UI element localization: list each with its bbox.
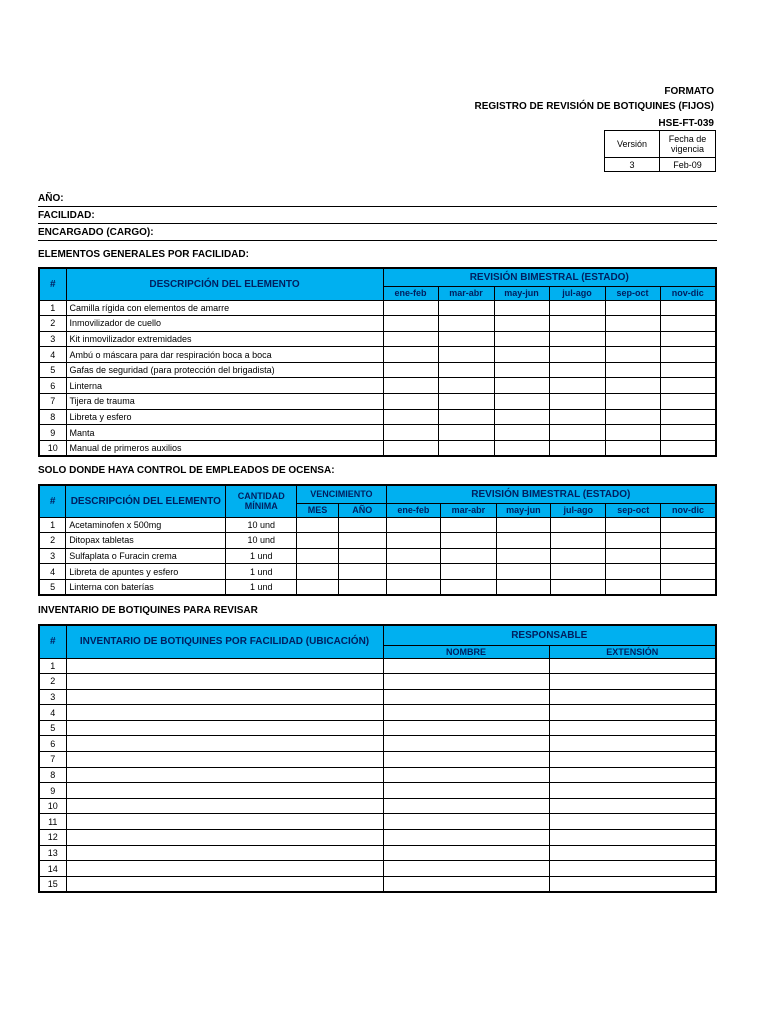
responsible-name-cell[interactable]	[383, 689, 549, 705]
col-revision-header: REVISIÓN BIMESTRAL (ESTADO)	[386, 485, 716, 503]
responsible-extension-cell[interactable]	[549, 861, 716, 877]
status-cell[interactable]	[386, 533, 440, 549]
col-extension-header: EXTENSIÓN	[549, 645, 716, 658]
row-number: 9	[39, 783, 66, 799]
document-title: REGISTRO DE REVISIÓN DE BOTIQUINES (FIJOS)	[474, 101, 714, 112]
row-number: 7	[39, 394, 66, 410]
col-number-header: #	[39, 268, 66, 300]
status-cell[interactable]	[441, 579, 496, 595]
status-cell[interactable]	[660, 362, 716, 378]
row-description: Sulfaplata o Furacin crema	[66, 548, 226, 564]
general-elements-table	[38, 267, 717, 457]
status-cell[interactable]	[549, 409, 605, 425]
period-header: may-jun	[494, 286, 549, 300]
period-header: sep-oct	[606, 503, 660, 517]
table-row	[39, 814, 716, 830]
expiry-month-cell[interactable]	[297, 548, 339, 564]
expiry-month-cell[interactable]	[297, 517, 339, 533]
status-cell[interactable]	[383, 347, 438, 363]
status-cell[interactable]	[494, 300, 549, 316]
table-row	[39, 876, 716, 892]
row-description: Gafas de seguridad (para protección del brigadista)	[66, 362, 383, 378]
anio-field[interactable]: AÑO:	[38, 191, 717, 207]
status-cell[interactable]	[383, 425, 438, 441]
row-description: Acetaminofen x 500mg	[66, 517, 226, 533]
version-table	[604, 130, 716, 172]
table-row	[39, 394, 716, 410]
responsible-extension-cell[interactable]	[549, 658, 716, 674]
period-header: ene-feb	[383, 286, 438, 300]
section3-title: INVENTARIO DE BOTIQUINES PARA REVISAR	[38, 605, 258, 616]
row-number: 2	[39, 533, 66, 549]
responsible-name-cell[interactable]	[383, 783, 549, 799]
status-cell[interactable]	[605, 425, 660, 441]
row-number: 9	[39, 425, 66, 441]
status-cell[interactable]	[438, 300, 494, 316]
responsible-extension-cell[interactable]	[549, 720, 716, 736]
table-row	[39, 378, 716, 394]
status-cell[interactable]	[605, 316, 660, 332]
status-cell[interactable]	[494, 440, 549, 456]
status-cell[interactable]	[606, 564, 660, 580]
row-number: 5	[39, 720, 66, 736]
col-year-header: AÑO	[338, 503, 386, 517]
row-description: Ambú o máscara para dar respiración boca a boca	[66, 347, 383, 363]
status-cell[interactable]	[605, 331, 660, 347]
responsible-extension-cell[interactable]	[549, 752, 716, 768]
status-cell[interactable]	[660, 533, 716, 549]
location-cell[interactable]	[66, 814, 383, 830]
row-quantity: 10 und	[226, 533, 297, 549]
location-cell[interactable]	[66, 674, 383, 690]
row-number: 4	[39, 564, 66, 580]
table-row	[39, 845, 716, 861]
responsible-extension-cell[interactable]	[549, 689, 716, 705]
responsible-extension-cell[interactable]	[549, 783, 716, 799]
facilidad-field[interactable]: FACILIDAD:	[38, 208, 717, 224]
row-description: Kit inmovilizador extremidades	[66, 331, 383, 347]
period-header: nov-dic	[660, 286, 716, 300]
status-cell[interactable]	[383, 331, 438, 347]
responsible-extension-cell[interactable]	[549, 767, 716, 783]
status-cell[interactable]	[494, 362, 549, 378]
row-number: 6	[39, 378, 66, 394]
encargado-field[interactable]: ENCARGADO (CARGO):	[38, 225, 717, 241]
status-cell[interactable]	[549, 394, 605, 410]
status-cell[interactable]	[549, 425, 605, 441]
format-label: FORMATO	[664, 86, 714, 97]
col-month-header: MES	[297, 503, 339, 517]
status-cell[interactable]	[386, 579, 440, 595]
responsible-extension-cell[interactable]	[549, 798, 716, 814]
responsible-name-cell[interactable]	[383, 876, 549, 892]
row-number: 1	[39, 658, 66, 674]
status-cell[interactable]	[605, 409, 660, 425]
status-cell[interactable]	[605, 347, 660, 363]
table-row	[39, 736, 716, 752]
status-cell[interactable]	[660, 347, 716, 363]
col-number-header: #	[39, 485, 66, 517]
status-cell[interactable]	[605, 378, 660, 394]
status-cell[interactable]	[383, 394, 438, 410]
period-header: nov-dic	[660, 503, 716, 517]
row-number: 6	[39, 736, 66, 752]
col-description-header: DESCRIPCIÓN DEL ELEMENTO	[66, 485, 226, 517]
table-row	[39, 689, 716, 705]
row-description: Manual de primeros auxilios	[66, 440, 383, 456]
status-cell[interactable]	[660, 316, 716, 332]
location-cell[interactable]	[66, 720, 383, 736]
col-name-header: NOMBRE	[383, 645, 549, 658]
table-row	[39, 316, 716, 332]
row-number: 10	[39, 440, 66, 456]
table-row	[39, 798, 716, 814]
status-cell[interactable]	[551, 564, 606, 580]
location-cell[interactable]	[66, 705, 383, 721]
period-header: ene-feb	[386, 503, 440, 517]
expiry-year-cell[interactable]	[338, 533, 386, 549]
table-row	[39, 783, 716, 799]
period-header: jul-ago	[551, 503, 606, 517]
status-cell[interactable]	[660, 425, 716, 441]
responsible-extension-cell[interactable]	[549, 705, 716, 721]
status-cell[interactable]	[496, 564, 551, 580]
status-cell[interactable]	[438, 362, 494, 378]
row-number: 1	[39, 300, 66, 316]
status-cell[interactable]	[494, 347, 549, 363]
responsible-name-cell[interactable]	[383, 720, 549, 736]
location-cell[interactable]	[66, 861, 383, 877]
col-quantity-header: CANTIDAD MÍNIMA	[226, 485, 297, 517]
status-cell[interactable]	[605, 300, 660, 316]
row-number: 3	[39, 548, 66, 564]
status-cell[interactable]	[606, 548, 660, 564]
status-cell[interactable]	[386, 517, 440, 533]
status-cell[interactable]	[549, 316, 605, 332]
status-cell[interactable]	[386, 548, 440, 564]
responsible-extension-cell[interactable]	[549, 845, 716, 861]
table-row	[39, 347, 716, 363]
row-description: Tijera de trauma	[66, 394, 383, 410]
row-description: Camilla rígida con elementos de amarre	[66, 300, 383, 316]
inventory-table	[38, 624, 717, 893]
fecha-label: Fecha de vigencia	[660, 131, 716, 158]
status-cell[interactable]	[660, 548, 716, 564]
table-row	[39, 409, 716, 425]
status-cell[interactable]	[660, 579, 716, 595]
status-cell[interactable]	[438, 347, 494, 363]
expiry-year-cell[interactable]	[338, 517, 386, 533]
location-cell[interactable]	[66, 736, 383, 752]
status-cell[interactable]	[383, 362, 438, 378]
table-row	[39, 517, 716, 533]
table-row	[39, 440, 716, 456]
table-row	[39, 720, 716, 736]
expiry-year-cell[interactable]	[338, 579, 386, 595]
status-cell[interactable]	[496, 533, 551, 549]
status-cell[interactable]	[494, 394, 549, 410]
status-cell[interactable]	[383, 440, 438, 456]
expiry-month-cell[interactable]	[297, 579, 339, 595]
responsible-extension-cell[interactable]	[549, 814, 716, 830]
period-header: mar-abr	[441, 503, 496, 517]
row-number: 2	[39, 316, 66, 332]
status-cell[interactable]	[438, 316, 494, 332]
row-description: Libreta y esfero	[66, 409, 383, 425]
table-row	[39, 674, 716, 690]
status-cell[interactable]	[494, 378, 549, 394]
row-number: 1	[39, 517, 66, 533]
location-cell[interactable]	[66, 845, 383, 861]
row-number: 4	[39, 347, 66, 363]
table-row	[39, 658, 716, 674]
row-number: 10	[39, 798, 66, 814]
row-number: 2	[39, 674, 66, 690]
location-cell[interactable]	[66, 798, 383, 814]
status-cell[interactable]	[438, 378, 494, 394]
status-cell[interactable]	[605, 440, 660, 456]
status-cell[interactable]	[551, 579, 606, 595]
row-number: 14	[39, 861, 66, 877]
col-responsible-header: RESPONSABLE	[383, 625, 716, 645]
table-row	[39, 425, 716, 441]
status-cell[interactable]	[551, 548, 606, 564]
row-description: Linterna	[66, 378, 383, 394]
status-cell[interactable]	[383, 409, 438, 425]
status-cell[interactable]	[383, 378, 438, 394]
status-cell[interactable]	[660, 300, 716, 316]
status-cell[interactable]	[605, 394, 660, 410]
status-cell[interactable]	[660, 394, 716, 410]
table-row	[39, 362, 716, 378]
row-description: Manta	[66, 425, 383, 441]
version-label: Versión	[605, 131, 660, 158]
location-cell[interactable]	[66, 752, 383, 768]
row-number: 12	[39, 830, 66, 846]
status-cell[interactable]	[494, 425, 549, 441]
table-row	[39, 300, 716, 316]
status-cell[interactable]	[551, 533, 606, 549]
status-cell[interactable]	[496, 548, 551, 564]
responsible-name-cell[interactable]	[383, 705, 549, 721]
status-cell[interactable]	[438, 425, 494, 441]
row-quantity: 1 und	[226, 564, 297, 580]
responsible-name-cell[interactable]	[383, 830, 549, 846]
period-header: mar-abr	[438, 286, 494, 300]
expiry-month-cell[interactable]	[297, 533, 339, 549]
responsible-name-cell[interactable]	[383, 674, 549, 690]
status-cell[interactable]	[660, 378, 716, 394]
status-cell[interactable]	[606, 579, 660, 595]
table-row	[39, 548, 716, 564]
status-cell[interactable]	[660, 331, 716, 347]
status-cell[interactable]	[438, 331, 494, 347]
row-number: 8	[39, 767, 66, 783]
status-cell[interactable]	[494, 316, 549, 332]
responsible-name-cell[interactable]	[383, 658, 549, 674]
status-cell[interactable]	[551, 517, 606, 533]
status-cell[interactable]	[496, 579, 551, 595]
status-cell[interactable]	[605, 362, 660, 378]
status-cell[interactable]	[549, 331, 605, 347]
status-cell[interactable]	[549, 362, 605, 378]
ocensa-elements-table	[38, 484, 717, 596]
status-cell[interactable]	[606, 517, 660, 533]
table-row	[39, 705, 716, 721]
row-description: Inmovilizador de cuello	[66, 316, 383, 332]
table-row	[39, 752, 716, 768]
row-number: 5	[39, 579, 66, 595]
col-description-header: DESCRIPCIÓN DEL ELEMENTO	[66, 268, 383, 300]
location-cell[interactable]	[66, 830, 383, 846]
responsible-name-cell[interactable]	[383, 861, 549, 877]
responsible-name-cell[interactable]	[383, 814, 549, 830]
location-cell[interactable]	[66, 767, 383, 783]
col-expiry-header: VENCIMIENTO	[297, 485, 387, 503]
responsible-name-cell[interactable]	[383, 845, 549, 861]
status-cell[interactable]	[660, 440, 716, 456]
row-number: 4	[39, 705, 66, 721]
row-description: Ditopax tabletas	[66, 533, 226, 549]
status-cell[interactable]	[549, 378, 605, 394]
row-number: 15	[39, 876, 66, 892]
status-cell[interactable]	[441, 564, 496, 580]
responsible-name-cell[interactable]	[383, 767, 549, 783]
document-code: HSE-FT-039	[658, 118, 714, 129]
row-number: 7	[39, 752, 66, 768]
responsible-extension-cell[interactable]	[549, 674, 716, 690]
status-cell[interactable]	[660, 409, 716, 425]
row-number: 8	[39, 409, 66, 425]
status-cell[interactable]	[383, 300, 438, 316]
status-cell[interactable]	[438, 394, 494, 410]
status-cell[interactable]	[441, 548, 496, 564]
table-row	[39, 767, 716, 783]
responsible-name-cell[interactable]	[383, 736, 549, 752]
status-cell[interactable]	[494, 409, 549, 425]
status-cell[interactable]	[549, 347, 605, 363]
table-row	[39, 331, 716, 347]
location-cell[interactable]	[66, 783, 383, 799]
col-number-header: #	[39, 625, 66, 658]
row-number: 5	[39, 362, 66, 378]
expiry-month-cell[interactable]	[297, 564, 339, 580]
responsible-extension-cell[interactable]	[549, 830, 716, 846]
row-number: 3	[39, 331, 66, 347]
row-quantity: 1 und	[226, 579, 297, 595]
status-cell[interactable]	[660, 517, 716, 533]
status-cell[interactable]	[438, 409, 494, 425]
status-cell[interactable]	[496, 517, 551, 533]
status-cell[interactable]	[441, 533, 496, 549]
responsible-extension-cell[interactable]	[549, 876, 716, 892]
table-row	[39, 830, 716, 846]
status-cell[interactable]	[386, 564, 440, 580]
section2-title: SOLO DONDE HAYA CONTROL DE EMPLEADOS DE OCENSA:	[38, 465, 335, 476]
row-description: Libreta de apuntes y esfero	[66, 564, 226, 580]
expiry-year-cell[interactable]	[338, 548, 386, 564]
status-cell[interactable]	[441, 517, 496, 533]
status-cell[interactable]	[606, 533, 660, 549]
location-cell[interactable]	[66, 689, 383, 705]
row-number: 11	[39, 814, 66, 830]
row-quantity: 10 und	[226, 517, 297, 533]
responsible-name-cell[interactable]	[383, 798, 549, 814]
location-cell[interactable]	[66, 876, 383, 892]
table-row	[39, 861, 716, 877]
period-header: may-jun	[496, 503, 551, 517]
status-cell[interactable]	[383, 316, 438, 332]
status-cell[interactable]	[549, 300, 605, 316]
period-header: jul-ago	[549, 286, 605, 300]
version-value[interactable]: 3	[605, 158, 660, 172]
table-row	[39, 533, 716, 549]
section1-title: ELEMENTOS GENERALES POR FACILIDAD:	[38, 249, 249, 260]
table-row	[39, 564, 716, 580]
expiry-year-cell[interactable]	[338, 564, 386, 580]
fecha-value[interactable]: Feb-09	[660, 158, 716, 172]
period-header: sep-oct	[605, 286, 660, 300]
status-cell[interactable]	[494, 331, 549, 347]
col-revision-header: REVISIÓN BIMESTRAL (ESTADO)	[383, 268, 716, 286]
status-cell[interactable]	[438, 440, 494, 456]
responsible-extension-cell[interactable]	[549, 736, 716, 752]
table-row	[39, 579, 716, 595]
responsible-name-cell[interactable]	[383, 752, 549, 768]
row-quantity: 1 und	[226, 548, 297, 564]
col-inventory-header: INVENTARIO DE BOTIQUINES POR FACILIDAD (UBICACIÓN)	[66, 625, 383, 658]
status-cell[interactable]	[660, 564, 716, 580]
row-description: Linterna con baterías	[66, 579, 226, 595]
status-cell[interactable]	[549, 440, 605, 456]
row-number: 13	[39, 845, 66, 861]
row-number: 3	[39, 689, 66, 705]
location-cell[interactable]	[66, 658, 383, 674]
